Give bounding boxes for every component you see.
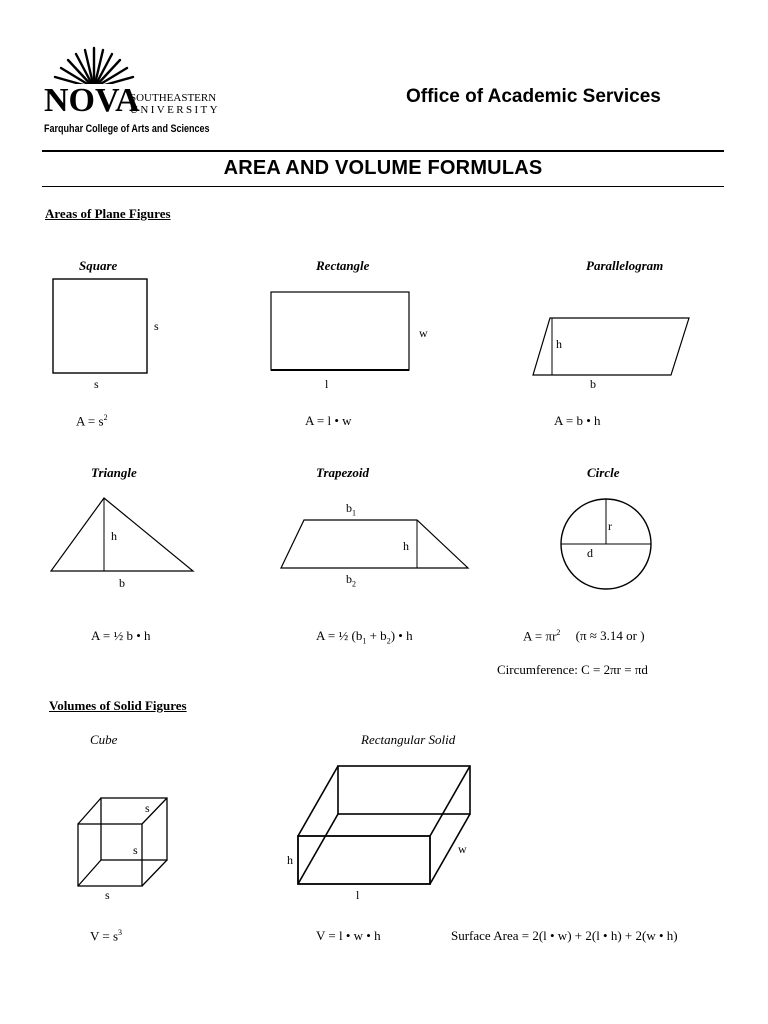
circle-figure: [560, 498, 654, 592]
square-side-label: s: [154, 319, 159, 333]
office-title: Office of Academic Services: [406, 86, 661, 107]
rectangle-formula: A = l • w: [305, 413, 352, 428]
rect-solid-title: Rectangular Solid: [361, 732, 456, 747]
rectangle-l-label: l: [325, 377, 329, 391]
rect-solid-formula: V = l • w • h: [316, 928, 381, 943]
circle-formula-exp: 2: [556, 628, 561, 637]
trapezoid-formula-sub2: 2: [386, 636, 391, 646]
cube-figure: [76, 796, 172, 890]
trapezoid-b2-label: [346, 572, 356, 588]
trapezoid-formula-start: A = ½ (b: [316, 628, 363, 643]
rect-solid-w-label: w: [458, 842, 467, 856]
rect-solid-surface-area: Surface Area = 2(l • w) + 2(l • h) + 2(w • h): [451, 928, 678, 943]
triangle-h-label: h: [111, 529, 117, 543]
trapezoid-b2-sub: 2: [352, 579, 356, 589]
trapezoid-b1-sub: 1: [352, 508, 356, 518]
areas-heading: Areas of Plane Figures: [45, 206, 171, 221]
rect-solid-figure: [296, 764, 472, 886]
rectangle-w-label: w: [419, 326, 428, 340]
volumes-heading: Volumes of Solid Figures: [49, 698, 187, 713]
cube-formula-exp: 3: [118, 928, 123, 937]
trapezoid-title: Trapezoid: [316, 465, 369, 480]
square-bottom-label: s: [94, 377, 99, 391]
parallelogram-title: Parallelogram: [586, 258, 664, 273]
square-figure: [52, 278, 152, 378]
circle-formula-text: A = πr: [523, 628, 557, 644]
rectangle-figure: [270, 291, 412, 373]
logo-brand: NOVA: [44, 82, 140, 119]
triangle-figure: [50, 496, 196, 572]
triangle-title: Triangle: [91, 465, 137, 480]
header-rule-bottom: [42, 186, 724, 187]
square-title: Square: [79, 258, 118, 273]
logo-college: Farquhar College of Arts and Sciences: [44, 123, 210, 135]
logo-line1: SOUTHEASTERN: [130, 92, 217, 104]
trapezoid-formula-sub1: 1: [362, 636, 367, 646]
trapezoid-h-label: h: [403, 539, 409, 553]
circle-pi-note: (π ≈ 3.14 or ): [575, 628, 645, 644]
triangle-formula: A = ½ b • h: [91, 628, 151, 643]
circle-formula: [523, 628, 645, 644]
circle-circumference: Circumference: C = 2πr = πd: [497, 662, 648, 677]
cube-s-bottom-label: s: [105, 888, 110, 902]
trapezoid-b2-text: b: [346, 572, 352, 586]
circle-d-label: d: [587, 546, 593, 560]
rectangle-title: Rectangle: [316, 258, 370, 273]
square-formula-text: A = s: [76, 413, 104, 429]
cube-formula-text: V = s: [90, 928, 119, 944]
trapezoid-formula-end: ) • h: [390, 628, 413, 643]
rect-solid-l-label: l: [356, 888, 360, 902]
circle-r-label: r: [608, 519, 612, 533]
trapezoid-figure: [280, 518, 470, 570]
logo-line2: UNIVERSITY: [130, 104, 220, 116]
square-formula-exp: 2: [103, 413, 108, 422]
square-formula: [76, 413, 108, 429]
trapezoid-formula: [316, 628, 413, 646]
logo: [44, 44, 234, 140]
circle-title: Circle: [587, 465, 620, 480]
trapezoid-formula-mid: + b: [366, 628, 387, 643]
header-rule-top: [42, 150, 724, 152]
triangle-b-label: b: [119, 576, 125, 590]
cube-title: Cube: [90, 732, 118, 747]
page-title: AREA AND VOLUME FORMULAS: [223, 157, 543, 179]
trapezoid-b1-label: [346, 501, 356, 517]
trapezoid-b1-text: b: [346, 501, 352, 515]
parallelogram-formula: A = b • h: [554, 413, 601, 428]
parallelogram-h-label: h: [556, 337, 562, 351]
cube-s-top-label: s: [145, 801, 150, 815]
cube-formula: [90, 928, 122, 944]
parallelogram-b-label: b: [590, 377, 596, 391]
cube-s-side-label: s: [133, 843, 138, 857]
rect-solid-h-label: h: [287, 853, 293, 867]
